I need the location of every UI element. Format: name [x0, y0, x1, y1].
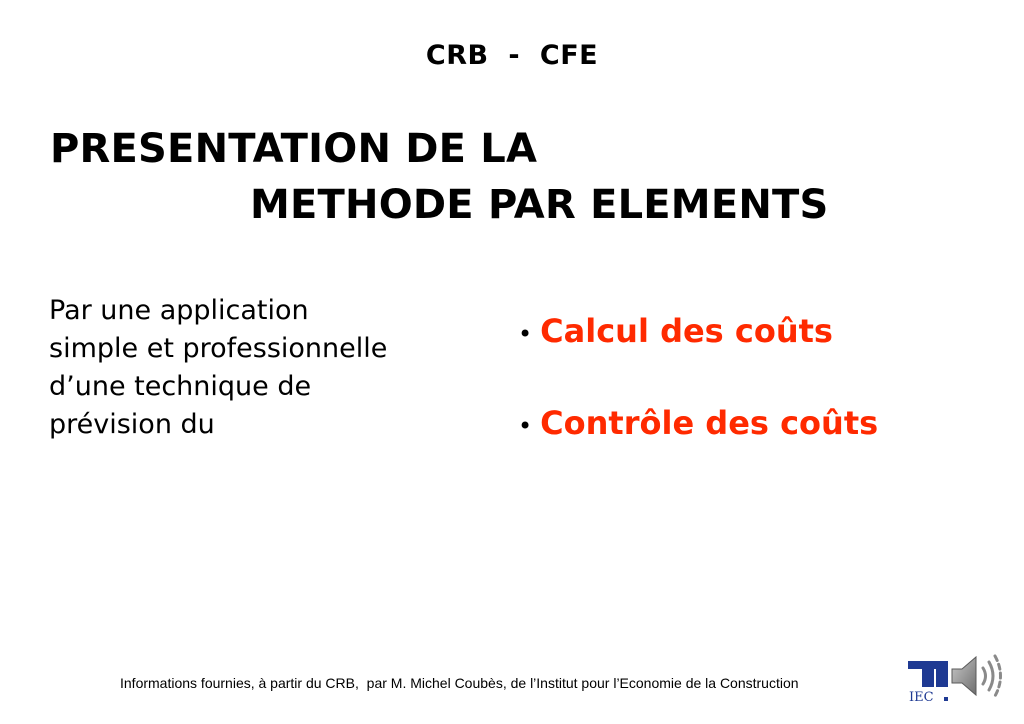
- iec-logo: [906, 659, 950, 705]
- slide-title-line-2: METHODE PAR ELEMENTS: [250, 182, 829, 228]
- body-line: d’une technique de: [49, 371, 312, 402]
- body-line: Par une application: [49, 295, 309, 326]
- bullet-item: [518, 312, 998, 358]
- body-line: prévision du: [49, 409, 215, 440]
- footer-credit: Informations fournies, à partir du CRB, par M. Michel Coubès, de l’Institut pour l’Economie de la Construction: [120, 675, 799, 691]
- slide-header: CRB - CFE: [425, 40, 599, 71]
- logo-text: IEC: [909, 690, 934, 705]
- bullet-label: Calcul des coûts: [540, 312, 833, 350]
- body-line: simple et professionnelle: [49, 333, 388, 364]
- speaker-icon[interactable]: [948, 650, 1006, 702]
- slide-title-line-1: PRESENTATION DE LA: [50, 126, 538, 172]
- bullet-item: [518, 404, 998, 450]
- body-text: [49, 292, 429, 444]
- bullet-list: [518, 312, 998, 496]
- bullet-label: Contrôle des coûts: [540, 404, 879, 442]
- bullet-dot: •: [518, 320, 533, 348]
- bullet-dot: •: [518, 412, 533, 440]
